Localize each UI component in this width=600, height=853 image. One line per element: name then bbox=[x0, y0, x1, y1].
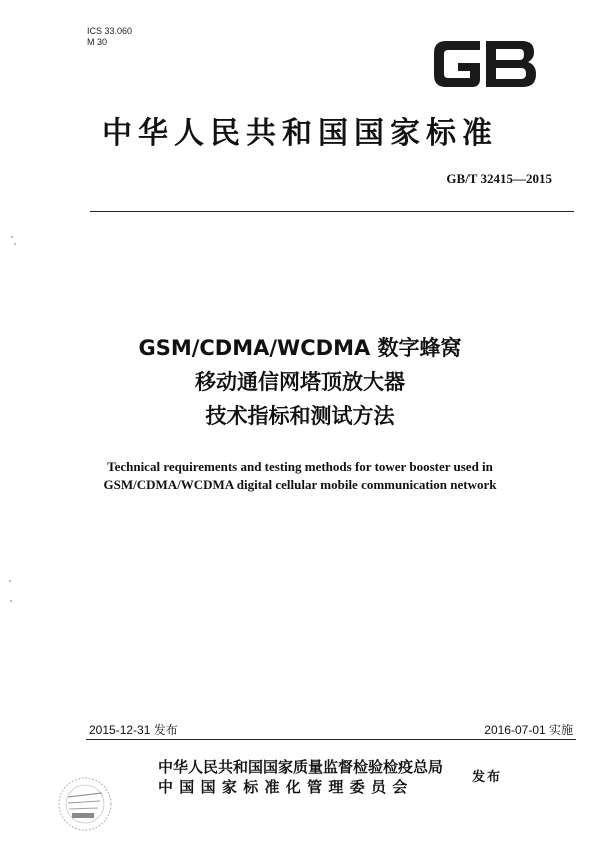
scan-speck bbox=[11, 236, 13, 238]
ccs-code: M 30 bbox=[87, 37, 108, 47]
title-zh-line1: GSM/CDMA/WCDMA 数字蜂窝 bbox=[138, 336, 462, 360]
scan-speck bbox=[10, 600, 12, 602]
seal-stamp bbox=[56, 775, 114, 833]
issuer-sac: 中国国家标准化管理委员会 bbox=[158, 778, 414, 796]
title-zh-line2: 移动通信网塔顶放大器 bbox=[195, 370, 405, 394]
classification-codes bbox=[87, 26, 132, 48]
publish-label: 发布 bbox=[472, 770, 503, 785]
standard-number: GB/T 32415—2015 bbox=[446, 171, 552, 186]
top-divider bbox=[90, 211, 574, 212]
ics-code: ICS 33.060 bbox=[87, 26, 133, 36]
title-en-line1: Technical requirements and testing methods for tower booster used in bbox=[107, 459, 493, 474]
issue-date: 2015-12-31 发布 bbox=[89, 723, 178, 737]
scan-speck bbox=[14, 243, 16, 245]
title-zh-line3: 技术指标和测试方法 bbox=[205, 404, 395, 428]
gb-logo bbox=[428, 35, 540, 93]
standard-title: 中华人民共和国国家标准 bbox=[102, 116, 498, 151]
issuer-aqsiq: 中华人民共和国国家质量监督检验检疫总局 bbox=[158, 758, 444, 776]
bottom-divider bbox=[86, 739, 576, 740]
title-en-line2: GSM/CDMA/WCDMA digital cellular mobile communication network bbox=[103, 477, 497, 492]
implementation-date: 2016-07-01 实施 bbox=[484, 723, 573, 737]
scan-speck bbox=[9, 580, 11, 582]
